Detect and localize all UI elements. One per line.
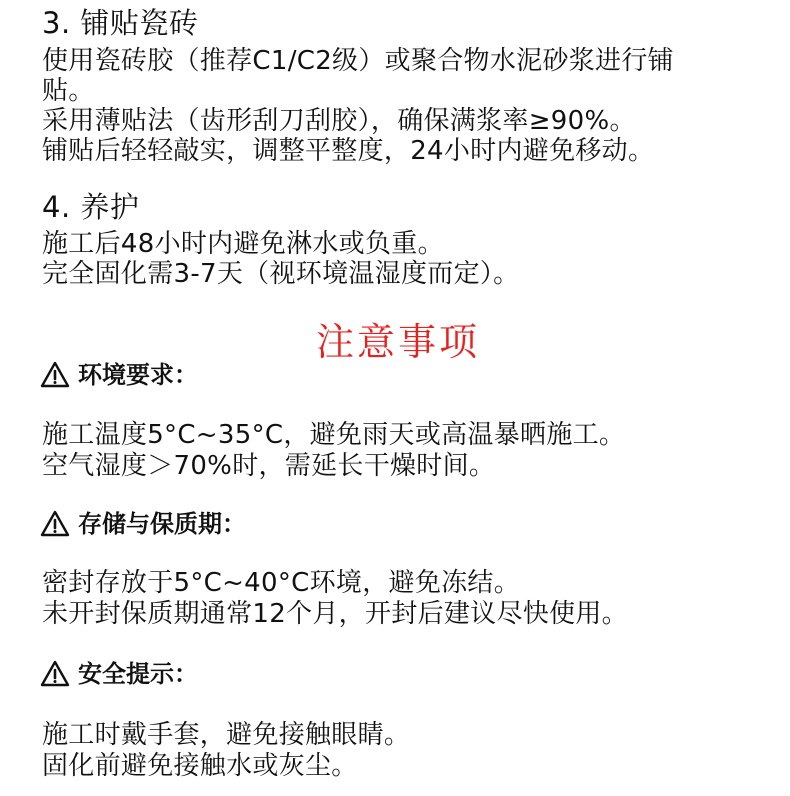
step-3-line-2: 贴。 bbox=[42, 76, 95, 106]
step-4-title: 4. 养护 bbox=[42, 190, 140, 224]
warning-icon bbox=[40, 660, 70, 688]
environment-heading bbox=[40, 360, 198, 390]
warning-icon bbox=[40, 361, 70, 389]
notice-title: 注意事项 bbox=[316, 320, 481, 364]
storage-heading-text: 存储与保质期： bbox=[78, 510, 246, 538]
step-3-line-4: 铺贴后轻轻敲实，调整平整度，24小时内避免移动。 bbox=[42, 136, 655, 166]
environment-line-2: 空气湿度＞70%时，需延长干燥时间。 bbox=[42, 451, 496, 481]
storage-line-2: 未开封保质期通常12个月，开封后建议尽快使用。 bbox=[42, 599, 628, 629]
safety-line-1: 施工时戴手套，避免接触眼睛。 bbox=[42, 720, 411, 750]
warning-icon bbox=[40, 510, 70, 538]
step-3-title: 3. 铺贴瓷砖 bbox=[42, 6, 199, 40]
safety-heading bbox=[40, 659, 198, 689]
storage-line-1: 密封存放于5°C~40°C环境，避免冻结。 bbox=[42, 568, 521, 598]
storage-heading bbox=[40, 509, 246, 539]
step-4-line-2: 完全固化需3-7天（视环境温湿度而定）。 bbox=[42, 259, 520, 289]
step-4-line-1: 施工后48小时内避免淋水或负重。 bbox=[42, 229, 444, 259]
safety-heading-text: 安全提示： bbox=[78, 660, 198, 688]
step-3-line-3: 采用薄贴法（齿形刮刀刮胶），确保满浆率≥90%。 bbox=[42, 106, 636, 136]
safety-line-2: 固化前避免接触水或灰尘。 bbox=[42, 751, 358, 781]
environment-heading-text: 环境要求： bbox=[78, 361, 198, 389]
step-3-line-1: 使用瓷砖胶（推荐C1/C2级）或聚合物水泥砂浆进行铺 bbox=[42, 46, 674, 76]
environment-line-1: 施工温度5°C~35°C，避免雨天或高温暴晒施工。 bbox=[42, 420, 626, 450]
